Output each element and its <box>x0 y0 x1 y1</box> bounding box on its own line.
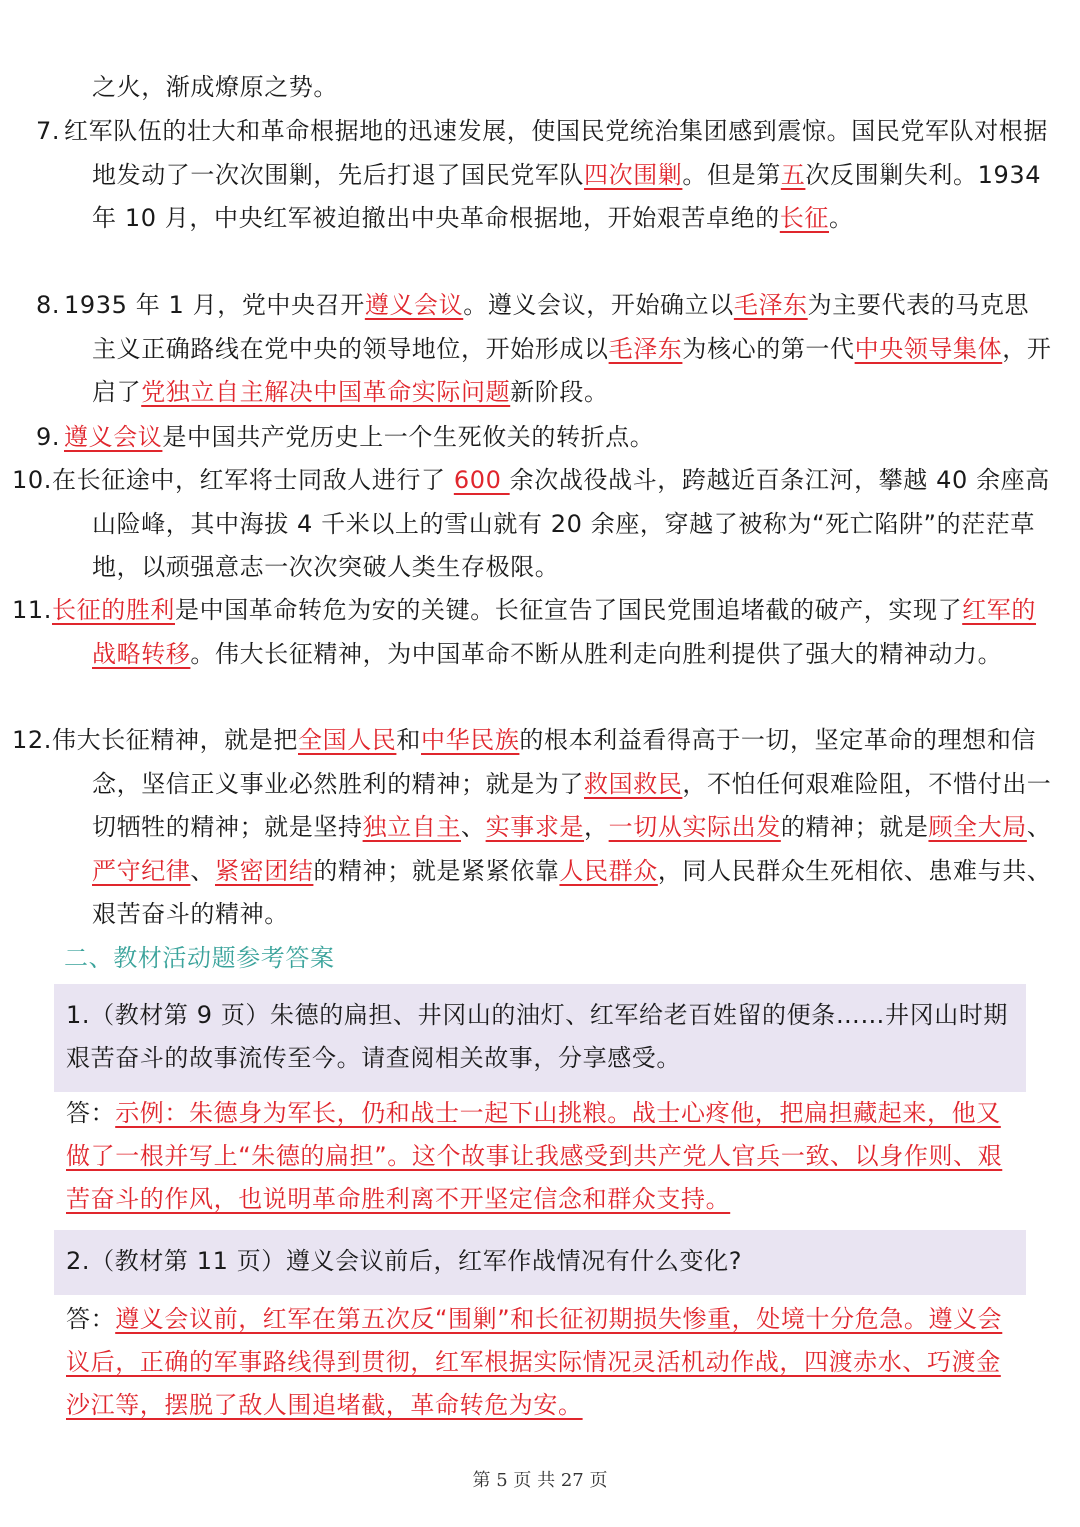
highlight-term: 长征的胜利 <box>52 596 175 624</box>
highlight-term: 人民群众 <box>559 856 658 885</box>
paragraph-text: 在长征途中，红军将士同敌人进行了 <box>52 466 454 494</box>
highlight-term: 四次围剿 <box>584 160 683 189</box>
paragraph-text: 为核心的第一代 <box>682 334 855 363</box>
highlight-term: 救国救民 <box>584 769 683 798</box>
paragraph-6-tail <box>64 66 1052 110</box>
answer-label: 答： <box>66 1099 116 1127</box>
paragraph-text: ，开启了 <box>92 334 1052 406</box>
question-box-1 <box>54 984 1026 1092</box>
highlight-term: 党独立自主解决中国革命实际问题 <box>141 378 511 406</box>
paragraph-text: 、 <box>461 813 486 841</box>
answer-text: 示例：朱德身为军长，仍和战士一起下山挑粮。战士心疼他，把扁担藏起来，他又做了一根并写上“朱德的扁担”。这个故事让我感受到共产党人官兵一致、以身作则、艰苦奋斗的作风，也说明革命胜利离不开坚定信念和群众支持。 <box>66 1099 1003 1213</box>
highlight-term: 实事求是 <box>485 813 585 841</box>
highlight-term: 遵义会议 <box>364 291 464 319</box>
paragraph-text: 是中国革命转危为安的关键。长征宣告了国民党围追堵截的破产，实现了 <box>175 596 963 624</box>
paragraph-text: 次反围剿失利。1934 年 10 月，中央红军被迫撤出中央革命根据地，开始艰苦卓绝的 <box>92 160 1042 232</box>
paragraph-text: 的精神；就是紧紧依靠 <box>313 856 560 885</box>
paragraph-text: 红军队伍的壮大和革命根据地的迅速发展，使国民党统治集团感到震惊。国民党军队对根据地发动了一次次围剿，先后打退了国民党军队 <box>64 117 1048 189</box>
question-box-2 <box>54 1230 1026 1295</box>
paragraph-8: 8. 1935 年 1 月，党中央召开遵义会议。遵义会议，开始确立以毛泽东为主要代表的马克思主义正确路线在党中央的领导地位，开始形成以毛泽东为核心的第一代中央领导集体，开启了党独立自主解决中国革命实际问题新阶段。 <box>36 291 1052 406</box>
paragraph-text: 伟大长征精神，就是把 <box>52 726 298 754</box>
paragraph-text: ， <box>584 813 609 841</box>
highlight-term: 600 <box>453 466 510 494</box>
paragraph-text: 新阶段。 <box>510 378 609 406</box>
paragraph-9: 9. 遵义会议是中国共产党历史上一个生死攸关的转折点。 <box>36 423 655 451</box>
paragraph-text: 、 <box>190 856 216 885</box>
highlight-term: 毛泽东 <box>608 334 683 363</box>
paragraph-text: 、 <box>1026 813 1052 841</box>
question-text: 2.（教材第 11 页）遵义会议前后，红军作战情况有什么变化? <box>66 1247 743 1275</box>
highlight-term: 全国人民 <box>298 726 397 754</box>
highlight-term: 严守纪律 <box>92 856 191 885</box>
highlight-term: 中华民族 <box>421 726 520 754</box>
paragraph-text: 。伟大长征精神，为中国革命不断从胜利走向胜利提供了强大的精神动力。 <box>190 639 1003 668</box>
answer-1 <box>66 1092 1016 1221</box>
paragraph-12: 12.伟大长征精神，就是把全国人民和中华民族的根本利益看得高于一切，坚定革命的理想和信念，坚信正义事业必然胜利的精神；就是为了救国救民，不怕任何艰难险阻，不惜付出一切牺牲的精神；就是坚持独立自主、实事求是，一切从实际出发的精神；就是顾全大局、严守纪律、紧密团结的精神；就是紧紧依靠人民群众，同人民群众生死相依、患难与共、艰苦奋斗的精神。 <box>12 726 1052 928</box>
paragraph-text: 是中国共产党历史上一个生死攸关的转折点。 <box>162 423 655 451</box>
paragraph-text: ，不怕任何艰难险阻，不惜付出一切牺牲的精神；就是坚持 <box>92 769 1052 841</box>
answer-label: 答： <box>66 1305 116 1333</box>
paragraph-text: 余次战役战斗，跨越近百条江河，攀越 40 余座高山险峰，其中海拔 4 千米以上的雪山就有 20 余座，穿越了被称为“死亡陷阱”的茫茫草地，以顽强意志一次次突破人类生存极限。 <box>92 466 1050 581</box>
highlight-term: 一切从实际出发 <box>608 813 781 841</box>
highlight-term: 独立自主 <box>362 813 462 841</box>
paragraph-text: 。 <box>829 204 854 232</box>
highlight-term: 毛泽东 <box>733 291 808 319</box>
highlight-term: 中央领导集体 <box>854 334 1003 363</box>
page-footer: 第 5 页 共 27 页 <box>472 1470 608 1491</box>
paragraph-text: 之火，渐成燎原之势。 <box>92 73 338 101</box>
paragraph-10: 10.在长征途中，红军将士同敌人进行了 600 余次战役战斗，跨越近百条江河，攀越 40 余座高山险峰，其中海拔 4 千米以上的雪山就有 20 余座，穿越了被称为“死亡陷阱”的茫茫草地，以顽强意志一次次突破人类生存极限。 <box>12 466 1050 581</box>
paragraph-text: 。但是第 <box>682 160 781 189</box>
highlight-term: 长征 <box>779 204 829 232</box>
paragraph-11: 11.长征的胜利是中国革命转危为安的关键。长征宣告了国民党围追堵截的破产，实现了红军的战略转移。伟大长征精神，为中国革命不断从胜利走向胜利提供了强大的精神动力。 <box>12 596 1037 668</box>
paragraph-text: 和 <box>396 726 422 754</box>
highlight-term: 五 <box>780 160 806 189</box>
paragraph-7: 7. 红军队伍的壮大和革命根据地的迅速发展，使国民党统治集团感到震惊。国民党军队对根据地发动了一次次围剿，先后打退了国民党军队四次围剿。但是第五次反围剿失利。1934 年 10 月，中央红军被迫撤出中央革命根据地，开始艰苦卓绝的长征。 <box>36 117 1048 232</box>
question-text: 1.（教材第 9 页）朱德的扁担、井冈山的油灯、红军给老百姓留的便条……井冈山时期艰苦奋斗的故事流传至今。请查阅相关故事，分享感受。 <box>66 1001 1009 1072</box>
paragraph-text: ，同人民群众生死相依、患难与共、艰苦奋斗的精神。 <box>92 856 1052 928</box>
paragraph-text: 的精神；就是 <box>780 813 929 841</box>
paragraph-text: 1935 年 1 月，党中央召开 <box>64 291 365 319</box>
highlight-term: 紧密团结 <box>215 856 314 885</box>
highlight-term: 顾全大局 <box>928 813 1027 841</box>
paragraph-text: 的根本利益看得高于一切，坚定革命的理想和信念，坚信正义事业必然胜利的精神；就是为了 <box>92 726 1037 798</box>
highlight-term: 红军的战略转移 <box>92 596 1037 668</box>
answer-text: 遵义会议前，红军在第五次反“围剿”和长征初期损失惨重，处境十分危急。遵义会议后，正确的军事路线得到贯彻，红军根据实际情况灵活机动作战，四渡赤水、巧渡金沙江等，摆脱了敌人围追堵截，革命转危为安。 <box>66 1305 1003 1419</box>
paragraph-text: 。遵义会议，开始确立以 <box>463 291 734 319</box>
section-heading: 二、教材活动题参考答案 <box>64 944 335 972</box>
answer-2 <box>66 1298 1016 1427</box>
highlight-term: 遵义会议 <box>64 423 163 451</box>
paragraph-text: 为主要代表的马克思主义正确路线在党中央的领导地位，开始形成以 <box>92 291 1030 363</box>
